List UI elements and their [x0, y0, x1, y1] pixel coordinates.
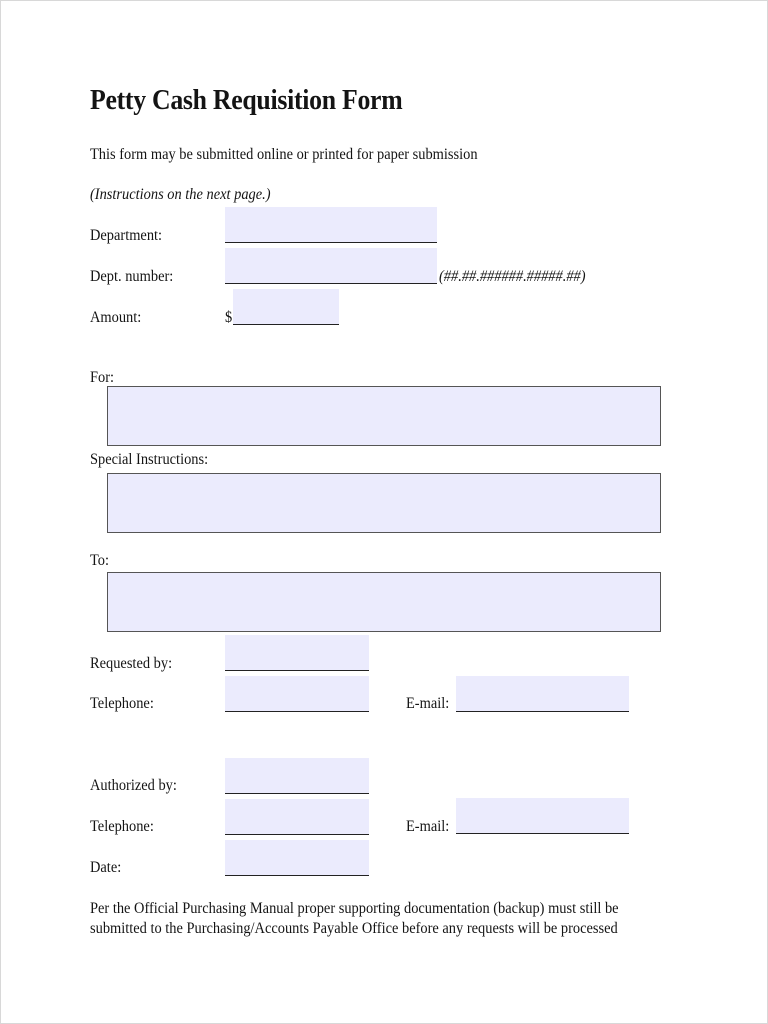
authorizer-email-underline	[456, 833, 629, 834]
authorized-by-label: Authorized by:	[90, 777, 177, 794]
requested-by-field[interactable]	[225, 635, 369, 671]
dept-number-field[interactable]	[225, 248, 437, 284]
date-underline	[225, 875, 369, 876]
authorized-by-field[interactable]	[225, 758, 369, 794]
amount-field[interactable]	[233, 289, 339, 325]
form-subtitle: This form may be submitted online or printed for paper submission	[90, 146, 478, 163]
department-underline	[225, 242, 437, 243]
requester-telephone-underline	[225, 711, 369, 712]
to-textarea[interactable]	[107, 572, 661, 632]
authorized-by-underline	[225, 793, 369, 794]
requester-telephone-field[interactable]	[225, 676, 369, 712]
special-instructions-label: Special Instructions:	[90, 451, 209, 468]
authorizer-email-label: E-mail:	[406, 818, 450, 835]
authorizer-telephone-underline	[225, 834, 369, 835]
dept-number-label: Dept. number:	[90, 268, 174, 285]
amount-label: Amount:	[90, 309, 142, 326]
dept-number-underline	[225, 283, 437, 284]
authorizer-telephone-label: Telephone:	[90, 818, 154, 835]
authorizer-email-field[interactable]	[456, 798, 629, 834]
requested-by-underline	[225, 670, 369, 671]
dept-number-format-hint: (##.##.######.#####.##)	[439, 268, 586, 285]
department-label: Department:	[90, 227, 163, 244]
date-label: Date:	[90, 859, 122, 876]
requester-email-label: E-mail:	[406, 695, 450, 712]
amount-underline	[233, 324, 339, 325]
for-textarea[interactable]	[107, 386, 661, 446]
date-field[interactable]	[225, 840, 369, 876]
requester-email-underline	[456, 711, 629, 712]
requester-email-field[interactable]	[456, 676, 629, 712]
currency-symbol: $	[225, 309, 233, 326]
department-field[interactable]	[225, 207, 437, 243]
requester-telephone-label: Telephone:	[90, 695, 154, 712]
special-instructions-textarea[interactable]	[107, 473, 661, 533]
instructions-note: (Instructions on the next page.)	[90, 186, 271, 203]
form-title: Petty Cash Requisition Form	[90, 85, 403, 116]
footer-note-line-2: submitted to the Purchasing/Accounts Payable Office before any requests will be processed	[90, 920, 618, 937]
to-label: To:	[90, 552, 110, 569]
for-label: For:	[90, 369, 115, 386]
requested-by-label: Requested by:	[90, 655, 173, 672]
authorizer-telephone-field[interactable]	[225, 799, 369, 835]
footer-note-line-1: Per the Official Purchasing Manual proper supporting documentation (backup) must still be	[90, 900, 619, 917]
